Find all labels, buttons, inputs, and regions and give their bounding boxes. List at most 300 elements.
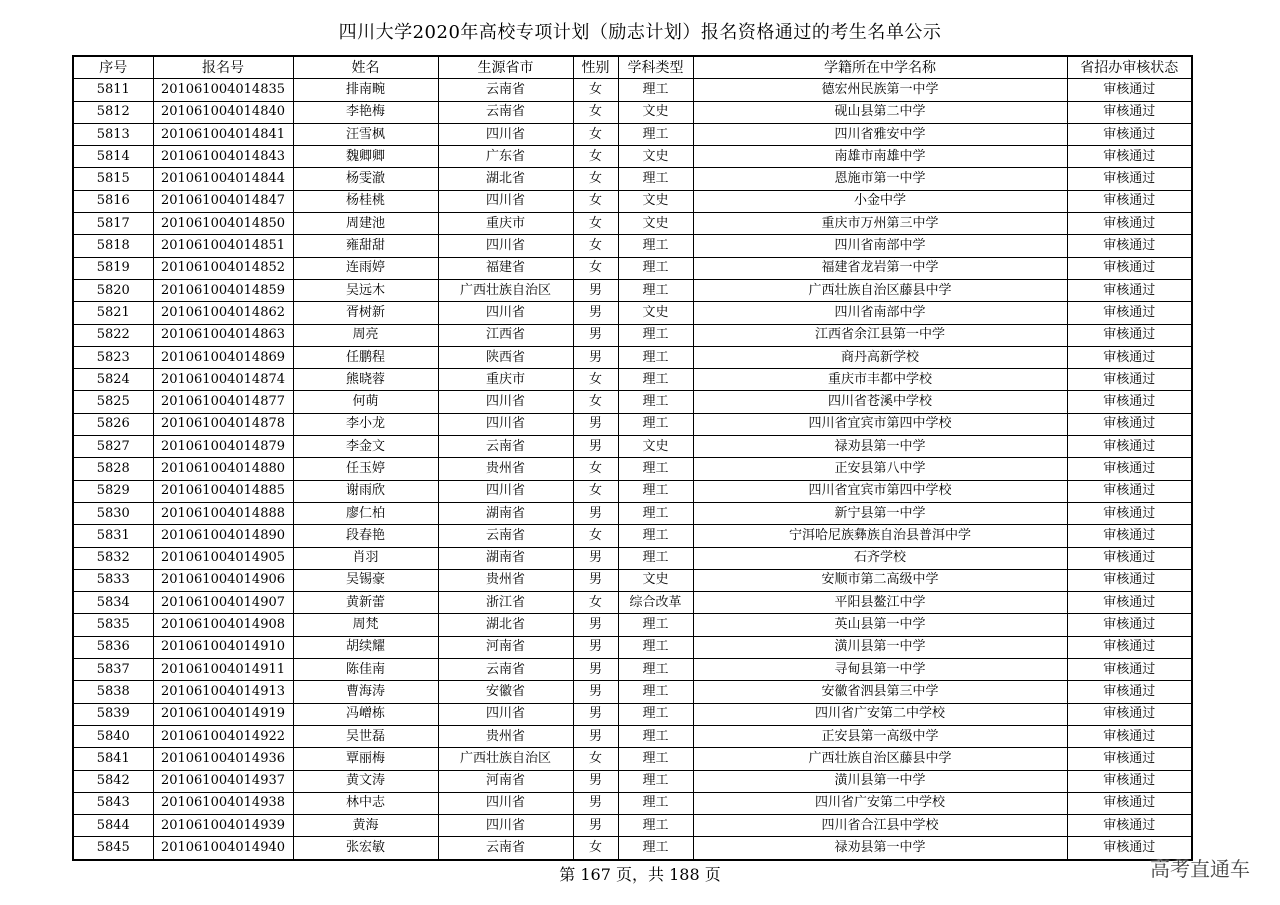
cell-subject-type: 理工	[618, 636, 693, 658]
cell-name: 连雨婷	[293, 257, 438, 279]
cell-province: 浙江省	[438, 592, 573, 614]
cell-reg-no: 201061004014841	[153, 123, 293, 145]
cell-province: 四川省	[438, 123, 573, 145]
cell-reg-no: 201061004014850	[153, 213, 293, 235]
cell-province: 广东省	[438, 146, 573, 168]
cell-school-name: 四川省广安第二中学校	[693, 792, 1067, 814]
cell-name: 黄文涛	[293, 770, 438, 792]
table-row	[73, 837, 1192, 860]
cell-index: 5816	[73, 190, 153, 212]
table-row	[73, 659, 1192, 681]
cell-name: 魏卿卿	[293, 146, 438, 168]
cell-review-status: 审核通过	[1067, 123, 1192, 145]
cell-index: 5827	[73, 436, 153, 458]
cell-reg-no: 201061004014862	[153, 302, 293, 324]
table-row	[73, 324, 1192, 346]
cell-name: 杨雯澈	[293, 168, 438, 190]
cell-review-status: 审核通过	[1067, 480, 1192, 502]
column-header-name: 姓名	[293, 56, 438, 79]
cell-reg-no: 201061004014908	[153, 614, 293, 636]
cell-reg-no: 201061004014847	[153, 190, 293, 212]
cell-name: 段春艳	[293, 525, 438, 547]
cell-review-status: 审核通过	[1067, 659, 1192, 681]
cell-index: 5811	[73, 79, 153, 101]
cell-index: 5829	[73, 480, 153, 502]
cell-province: 安徽省	[438, 681, 573, 703]
cell-index: 5839	[73, 703, 153, 725]
cell-school-name: 四川省宜宾市第四中学校	[693, 413, 1067, 435]
cell-name: 李金文	[293, 436, 438, 458]
cell-gender: 女	[573, 190, 618, 212]
cell-review-status: 审核通过	[1067, 837, 1192, 860]
cell-school-name: 四川省雅安中学	[693, 123, 1067, 145]
cell-subject-type: 理工	[618, 815, 693, 837]
cell-school-name: 四川省苍溪中学校	[693, 391, 1067, 413]
cell-review-status: 审核通过	[1067, 502, 1192, 524]
cell-name: 熊晓蓉	[293, 369, 438, 391]
cell-name: 覃丽梅	[293, 748, 438, 770]
cell-index: 5840	[73, 725, 153, 747]
cell-review-status: 审核通过	[1067, 391, 1192, 413]
cell-reg-no: 201061004014919	[153, 703, 293, 725]
cell-school-name: 小金中学	[693, 190, 1067, 212]
cell-review-status: 审核通过	[1067, 369, 1192, 391]
cell-subject-type: 文史	[618, 436, 693, 458]
cell-gender: 男	[573, 636, 618, 658]
table-row	[73, 547, 1192, 569]
table-row	[73, 614, 1192, 636]
table-row	[73, 502, 1192, 524]
cell-school-name: 寻甸县第一中学	[693, 659, 1067, 681]
cell-review-status: 审核通过	[1067, 458, 1192, 480]
cell-school-name: 广西壮族自治区藤县中学	[693, 748, 1067, 770]
table-row	[73, 391, 1192, 413]
cell-reg-no: 201061004014922	[153, 725, 293, 747]
cell-name: 肖羽	[293, 547, 438, 569]
cell-review-status: 审核通过	[1067, 748, 1192, 770]
cell-province: 四川省	[438, 413, 573, 435]
table-row	[73, 279, 1192, 301]
column-header-index: 序号	[73, 56, 153, 79]
cell-province: 贵州省	[438, 569, 573, 591]
cell-gender: 男	[573, 725, 618, 747]
cell-subject-type: 理工	[618, 235, 693, 257]
cell-subject-type: 理工	[618, 525, 693, 547]
cell-province: 四川省	[438, 235, 573, 257]
table-row	[73, 101, 1192, 123]
cell-index: 5814	[73, 146, 153, 168]
cell-reg-no: 201061004014905	[153, 547, 293, 569]
cell-province: 河南省	[438, 770, 573, 792]
cell-school-name: 英山县第一中学	[693, 614, 1067, 636]
cell-name: 雍甜甜	[293, 235, 438, 257]
cell-review-status: 审核通过	[1067, 569, 1192, 591]
column-header-gender: 性别	[573, 56, 618, 79]
cell-province: 河南省	[438, 636, 573, 658]
cell-index: 5833	[73, 569, 153, 591]
cell-gender: 男	[573, 302, 618, 324]
cell-subject-type: 理工	[618, 391, 693, 413]
cell-school-name: 四川省广安第二中学校	[693, 703, 1067, 725]
cell-school-name: 宁洱哈尼族彝族自治县普洱中学	[693, 525, 1067, 547]
cell-review-status: 审核通过	[1067, 146, 1192, 168]
cell-school-name: 四川省合江县中学校	[693, 815, 1067, 837]
cell-index: 5825	[73, 391, 153, 413]
table-row	[73, 123, 1192, 145]
cell-reg-no: 201061004014940	[153, 837, 293, 860]
cell-review-status: 审核通过	[1067, 792, 1192, 814]
cell-name: 李艳梅	[293, 101, 438, 123]
cell-subject-type: 文史	[618, 302, 693, 324]
cell-review-status: 审核通过	[1067, 413, 1192, 435]
cell-school-name: 安顺市第二高级中学	[693, 569, 1067, 591]
cell-subject-type: 理工	[618, 792, 693, 814]
cell-gender: 男	[573, 815, 618, 837]
cell-reg-no: 201061004014939	[153, 815, 293, 837]
cell-subject-type: 理工	[618, 748, 693, 770]
cell-index: 5843	[73, 792, 153, 814]
cell-index: 5820	[73, 279, 153, 301]
cell-reg-no: 201061004014851	[153, 235, 293, 257]
cell-school-name: 潢川县第一中学	[693, 770, 1067, 792]
cell-gender: 女	[573, 748, 618, 770]
cell-review-status: 审核通过	[1067, 770, 1192, 792]
cell-review-status: 审核通过	[1067, 79, 1192, 101]
cell-province: 陕西省	[438, 346, 573, 368]
cell-gender: 男	[573, 770, 618, 792]
cell-name: 何萌	[293, 391, 438, 413]
cell-name: 廖仁柏	[293, 502, 438, 524]
cell-school-name: 禄劝县第一中学	[693, 837, 1067, 860]
cell-gender: 女	[573, 213, 618, 235]
table-row	[73, 146, 1192, 168]
cell-review-status: 审核通过	[1067, 168, 1192, 190]
cell-subject-type: 文史	[618, 146, 693, 168]
cell-school-name: 正安县第一高级中学	[693, 725, 1067, 747]
cell-name: 谢雨欣	[293, 480, 438, 502]
cell-province: 湖南省	[438, 502, 573, 524]
cell-index: 5835	[73, 614, 153, 636]
column-header-review-status: 省招办审核状态	[1067, 56, 1192, 79]
cell-province: 四川省	[438, 792, 573, 814]
table-header-row	[73, 56, 1192, 79]
cell-gender: 女	[573, 837, 618, 860]
cell-province: 重庆市	[438, 213, 573, 235]
cell-province: 四川省	[438, 815, 573, 837]
cell-index: 5831	[73, 525, 153, 547]
cell-index: 5826	[73, 413, 153, 435]
cell-reg-no: 201061004014888	[153, 502, 293, 524]
cell-reg-no: 201061004014913	[153, 681, 293, 703]
cell-review-status: 审核通过	[1067, 302, 1192, 324]
cell-index: 5821	[73, 302, 153, 324]
cell-subject-type: 理工	[618, 257, 693, 279]
cell-reg-no: 201061004014859	[153, 279, 293, 301]
cell-school-name: 江西省余江县第一中学	[693, 324, 1067, 346]
cell-province: 广西壮族自治区	[438, 748, 573, 770]
cell-subject-type: 理工	[618, 703, 693, 725]
cell-subject-type: 理工	[618, 614, 693, 636]
table-row	[73, 213, 1192, 235]
cell-school-name: 广西壮族自治区藤县中学	[693, 279, 1067, 301]
cell-subject-type: 理工	[618, 725, 693, 747]
table-body	[73, 79, 1192, 860]
cell-school-name: 正安县第八中学	[693, 458, 1067, 480]
cell-gender: 男	[573, 413, 618, 435]
cell-subject-type: 理工	[618, 413, 693, 435]
cell-gender: 男	[573, 792, 618, 814]
cell-review-status: 审核通过	[1067, 547, 1192, 569]
cell-name: 任鹏程	[293, 346, 438, 368]
table-row	[73, 792, 1192, 814]
cell-name: 吴锡豪	[293, 569, 438, 591]
cell-index: 5832	[73, 547, 153, 569]
cell-reg-no: 201061004014863	[153, 324, 293, 346]
cell-subject-type: 理工	[618, 681, 693, 703]
cell-review-status: 审核通过	[1067, 614, 1192, 636]
cell-subject-type: 文史	[618, 190, 693, 212]
cell-subject-type: 理工	[618, 123, 693, 145]
table-row	[73, 436, 1192, 458]
cell-review-status: 审核通过	[1067, 703, 1192, 725]
cell-name: 陈佳南	[293, 659, 438, 681]
cell-review-status: 审核通过	[1067, 525, 1192, 547]
cell-gender: 女	[573, 79, 618, 101]
cell-reg-no: 201061004014910	[153, 636, 293, 658]
cell-subject-type: 理工	[618, 480, 693, 502]
cell-reg-no: 201061004014911	[153, 659, 293, 681]
cell-index: 5822	[73, 324, 153, 346]
cell-province: 湖北省	[438, 168, 573, 190]
table-row	[73, 748, 1192, 770]
cell-subject-type: 理工	[618, 770, 693, 792]
cell-school-name: 四川省南部中学	[693, 235, 1067, 257]
table-row	[73, 458, 1192, 480]
cell-gender: 女	[573, 480, 618, 502]
cell-province: 湖北省	[438, 614, 573, 636]
cell-province: 四川省	[438, 190, 573, 212]
cell-reg-no: 201061004014869	[153, 346, 293, 368]
cell-reg-no: 201061004014877	[153, 391, 293, 413]
table-row	[73, 815, 1192, 837]
cell-gender: 女	[573, 257, 618, 279]
table-row	[73, 302, 1192, 324]
cell-name: 冯嶒栋	[293, 703, 438, 725]
cell-province: 四川省	[438, 480, 573, 502]
cell-reg-no: 201061004014843	[153, 146, 293, 168]
table-row	[73, 770, 1192, 792]
cell-name: 张宏敏	[293, 837, 438, 860]
table-row	[73, 369, 1192, 391]
cell-subject-type: 理工	[618, 502, 693, 524]
cell-province: 云南省	[438, 659, 573, 681]
table-row	[73, 346, 1192, 368]
cell-school-name: 安徽省泗县第三中学	[693, 681, 1067, 703]
cell-subject-type: 文史	[618, 101, 693, 123]
table-row	[73, 257, 1192, 279]
cell-gender: 女	[573, 391, 618, 413]
cell-index: 5818	[73, 235, 153, 257]
cell-reg-no: 201061004014844	[153, 168, 293, 190]
cell-gender: 女	[573, 525, 618, 547]
table-row	[73, 725, 1192, 747]
watermark: 高考直通车	[1150, 857, 1250, 881]
cell-school-name: 德宏州民族第一中学	[693, 79, 1067, 101]
cell-subject-type: 理工	[618, 79, 693, 101]
cell-province: 福建省	[438, 257, 573, 279]
cell-name: 李小龙	[293, 413, 438, 435]
cell-gender: 男	[573, 614, 618, 636]
cell-gender: 男	[573, 436, 618, 458]
cell-reg-no: 201061004014879	[153, 436, 293, 458]
table-row	[73, 235, 1192, 257]
cell-reg-no: 201061004014936	[153, 748, 293, 770]
cell-school-name: 商丹高新学校	[693, 346, 1067, 368]
cell-reg-no: 201061004014835	[153, 79, 293, 101]
cell-gender: 男	[573, 324, 618, 346]
cell-gender: 男	[573, 681, 618, 703]
cell-school-name: 新宁县第一中学	[693, 502, 1067, 524]
cell-gender: 男	[573, 659, 618, 681]
cell-index: 5824	[73, 369, 153, 391]
cell-province: 云南省	[438, 837, 573, 860]
candidate-table	[72, 55, 1193, 861]
cell-review-status: 审核通过	[1067, 257, 1192, 279]
cell-gender: 女	[573, 592, 618, 614]
cell-index: 5842	[73, 770, 153, 792]
cell-subject-type: 理工	[618, 547, 693, 569]
cell-subject-type: 理工	[618, 324, 693, 346]
cell-gender: 女	[573, 123, 618, 145]
cell-name: 林中志	[293, 792, 438, 814]
cell-gender: 男	[573, 279, 618, 301]
cell-province: 四川省	[438, 302, 573, 324]
cell-subject-type: 理工	[618, 168, 693, 190]
cell-gender: 女	[573, 458, 618, 480]
cell-review-status: 审核通过	[1067, 235, 1192, 257]
cell-gender: 男	[573, 502, 618, 524]
cell-gender: 女	[573, 369, 618, 391]
cell-review-status: 审核通过	[1067, 279, 1192, 301]
cell-reg-no: 201061004014840	[153, 101, 293, 123]
cell-province: 贵州省	[438, 725, 573, 747]
cell-index: 5817	[73, 213, 153, 235]
cell-reg-no: 201061004014880	[153, 458, 293, 480]
cell-subject-type: 理工	[618, 346, 693, 368]
column-header-subject-type: 学科类型	[618, 56, 693, 79]
cell-name: 周亮	[293, 324, 438, 346]
cell-name: 汪雪枫	[293, 123, 438, 145]
cell-subject-type: 文史	[618, 213, 693, 235]
cell-reg-no: 201061004014938	[153, 792, 293, 814]
cell-index: 5813	[73, 123, 153, 145]
table-row	[73, 681, 1192, 703]
cell-name: 周建池	[293, 213, 438, 235]
cell-reg-no: 201061004014874	[153, 369, 293, 391]
table-row	[73, 413, 1192, 435]
cell-review-status: 审核通过	[1067, 436, 1192, 458]
cell-index: 5844	[73, 815, 153, 837]
cell-reg-no: 201061004014878	[153, 413, 293, 435]
cell-school-name: 重庆市丰都中学校	[693, 369, 1067, 391]
cell-reg-no: 201061004014906	[153, 569, 293, 591]
cell-school-name: 重庆市万州第三中学	[693, 213, 1067, 235]
cell-gender: 男	[573, 569, 618, 591]
cell-subject-type: 理工	[618, 659, 693, 681]
cell-name: 吴世磊	[293, 725, 438, 747]
cell-index: 5841	[73, 748, 153, 770]
cell-subject-type: 综合改革	[618, 592, 693, 614]
cell-review-status: 审核通过	[1067, 592, 1192, 614]
table-row	[73, 592, 1192, 614]
cell-index: 5830	[73, 502, 153, 524]
cell-gender: 女	[573, 146, 618, 168]
column-header-province: 生源省市	[438, 56, 573, 79]
cell-index: 5815	[73, 168, 153, 190]
column-header-school-name: 学籍所在中学名称	[693, 56, 1067, 79]
cell-subject-type: 理工	[618, 369, 693, 391]
table-row	[73, 79, 1192, 101]
page-number: 第 167 页，共 188 页	[559, 865, 721, 884]
cell-gender: 男	[573, 547, 618, 569]
cell-school-name: 恩施市第一中学	[693, 168, 1067, 190]
cell-school-name: 石齐学校	[693, 547, 1067, 569]
cell-name: 杨桂桃	[293, 190, 438, 212]
cell-review-status: 审核通过	[1067, 190, 1192, 212]
table-row	[73, 636, 1192, 658]
cell-province: 四川省	[438, 391, 573, 413]
cell-province: 云南省	[438, 436, 573, 458]
table-row	[73, 703, 1192, 725]
cell-reg-no: 201061004014852	[153, 257, 293, 279]
cell-name: 黄新蕾	[293, 592, 438, 614]
cell-gender: 男	[573, 703, 618, 725]
cell-province: 四川省	[438, 703, 573, 725]
cell-review-status: 审核通过	[1067, 324, 1192, 346]
cell-name: 任玉婷	[293, 458, 438, 480]
cell-name: 胥树新	[293, 302, 438, 324]
cell-review-status: 审核通过	[1067, 725, 1192, 747]
cell-name: 曹海涛	[293, 681, 438, 703]
cell-index: 5812	[73, 101, 153, 123]
cell-index: 5838	[73, 681, 153, 703]
cell-gender: 男	[573, 346, 618, 368]
cell-province: 云南省	[438, 79, 573, 101]
cell-index: 5845	[73, 837, 153, 860]
cell-reg-no: 201061004014937	[153, 770, 293, 792]
table-row	[73, 480, 1192, 502]
cell-review-status: 审核通过	[1067, 101, 1192, 123]
cell-review-status: 审核通过	[1067, 815, 1192, 837]
cell-gender: 女	[573, 235, 618, 257]
cell-name: 胡续耀	[293, 636, 438, 658]
cell-province: 云南省	[438, 525, 573, 547]
cell-index: 5823	[73, 346, 153, 368]
cell-subject-type: 文史	[618, 569, 693, 591]
cell-name: 排南畹	[293, 79, 438, 101]
cell-province: 云南省	[438, 101, 573, 123]
cell-school-name: 潢川县第一中学	[693, 636, 1067, 658]
cell-province: 重庆市	[438, 369, 573, 391]
cell-school-name: 福建省龙岩第一中学	[693, 257, 1067, 279]
cell-subject-type: 理工	[618, 458, 693, 480]
cell-review-status: 审核通过	[1067, 636, 1192, 658]
column-header-reg-no: 报名号	[153, 56, 293, 79]
table-row	[73, 190, 1192, 212]
cell-subject-type: 理工	[618, 837, 693, 860]
cell-province: 广西壮族自治区	[438, 279, 573, 301]
cell-index: 5834	[73, 592, 153, 614]
